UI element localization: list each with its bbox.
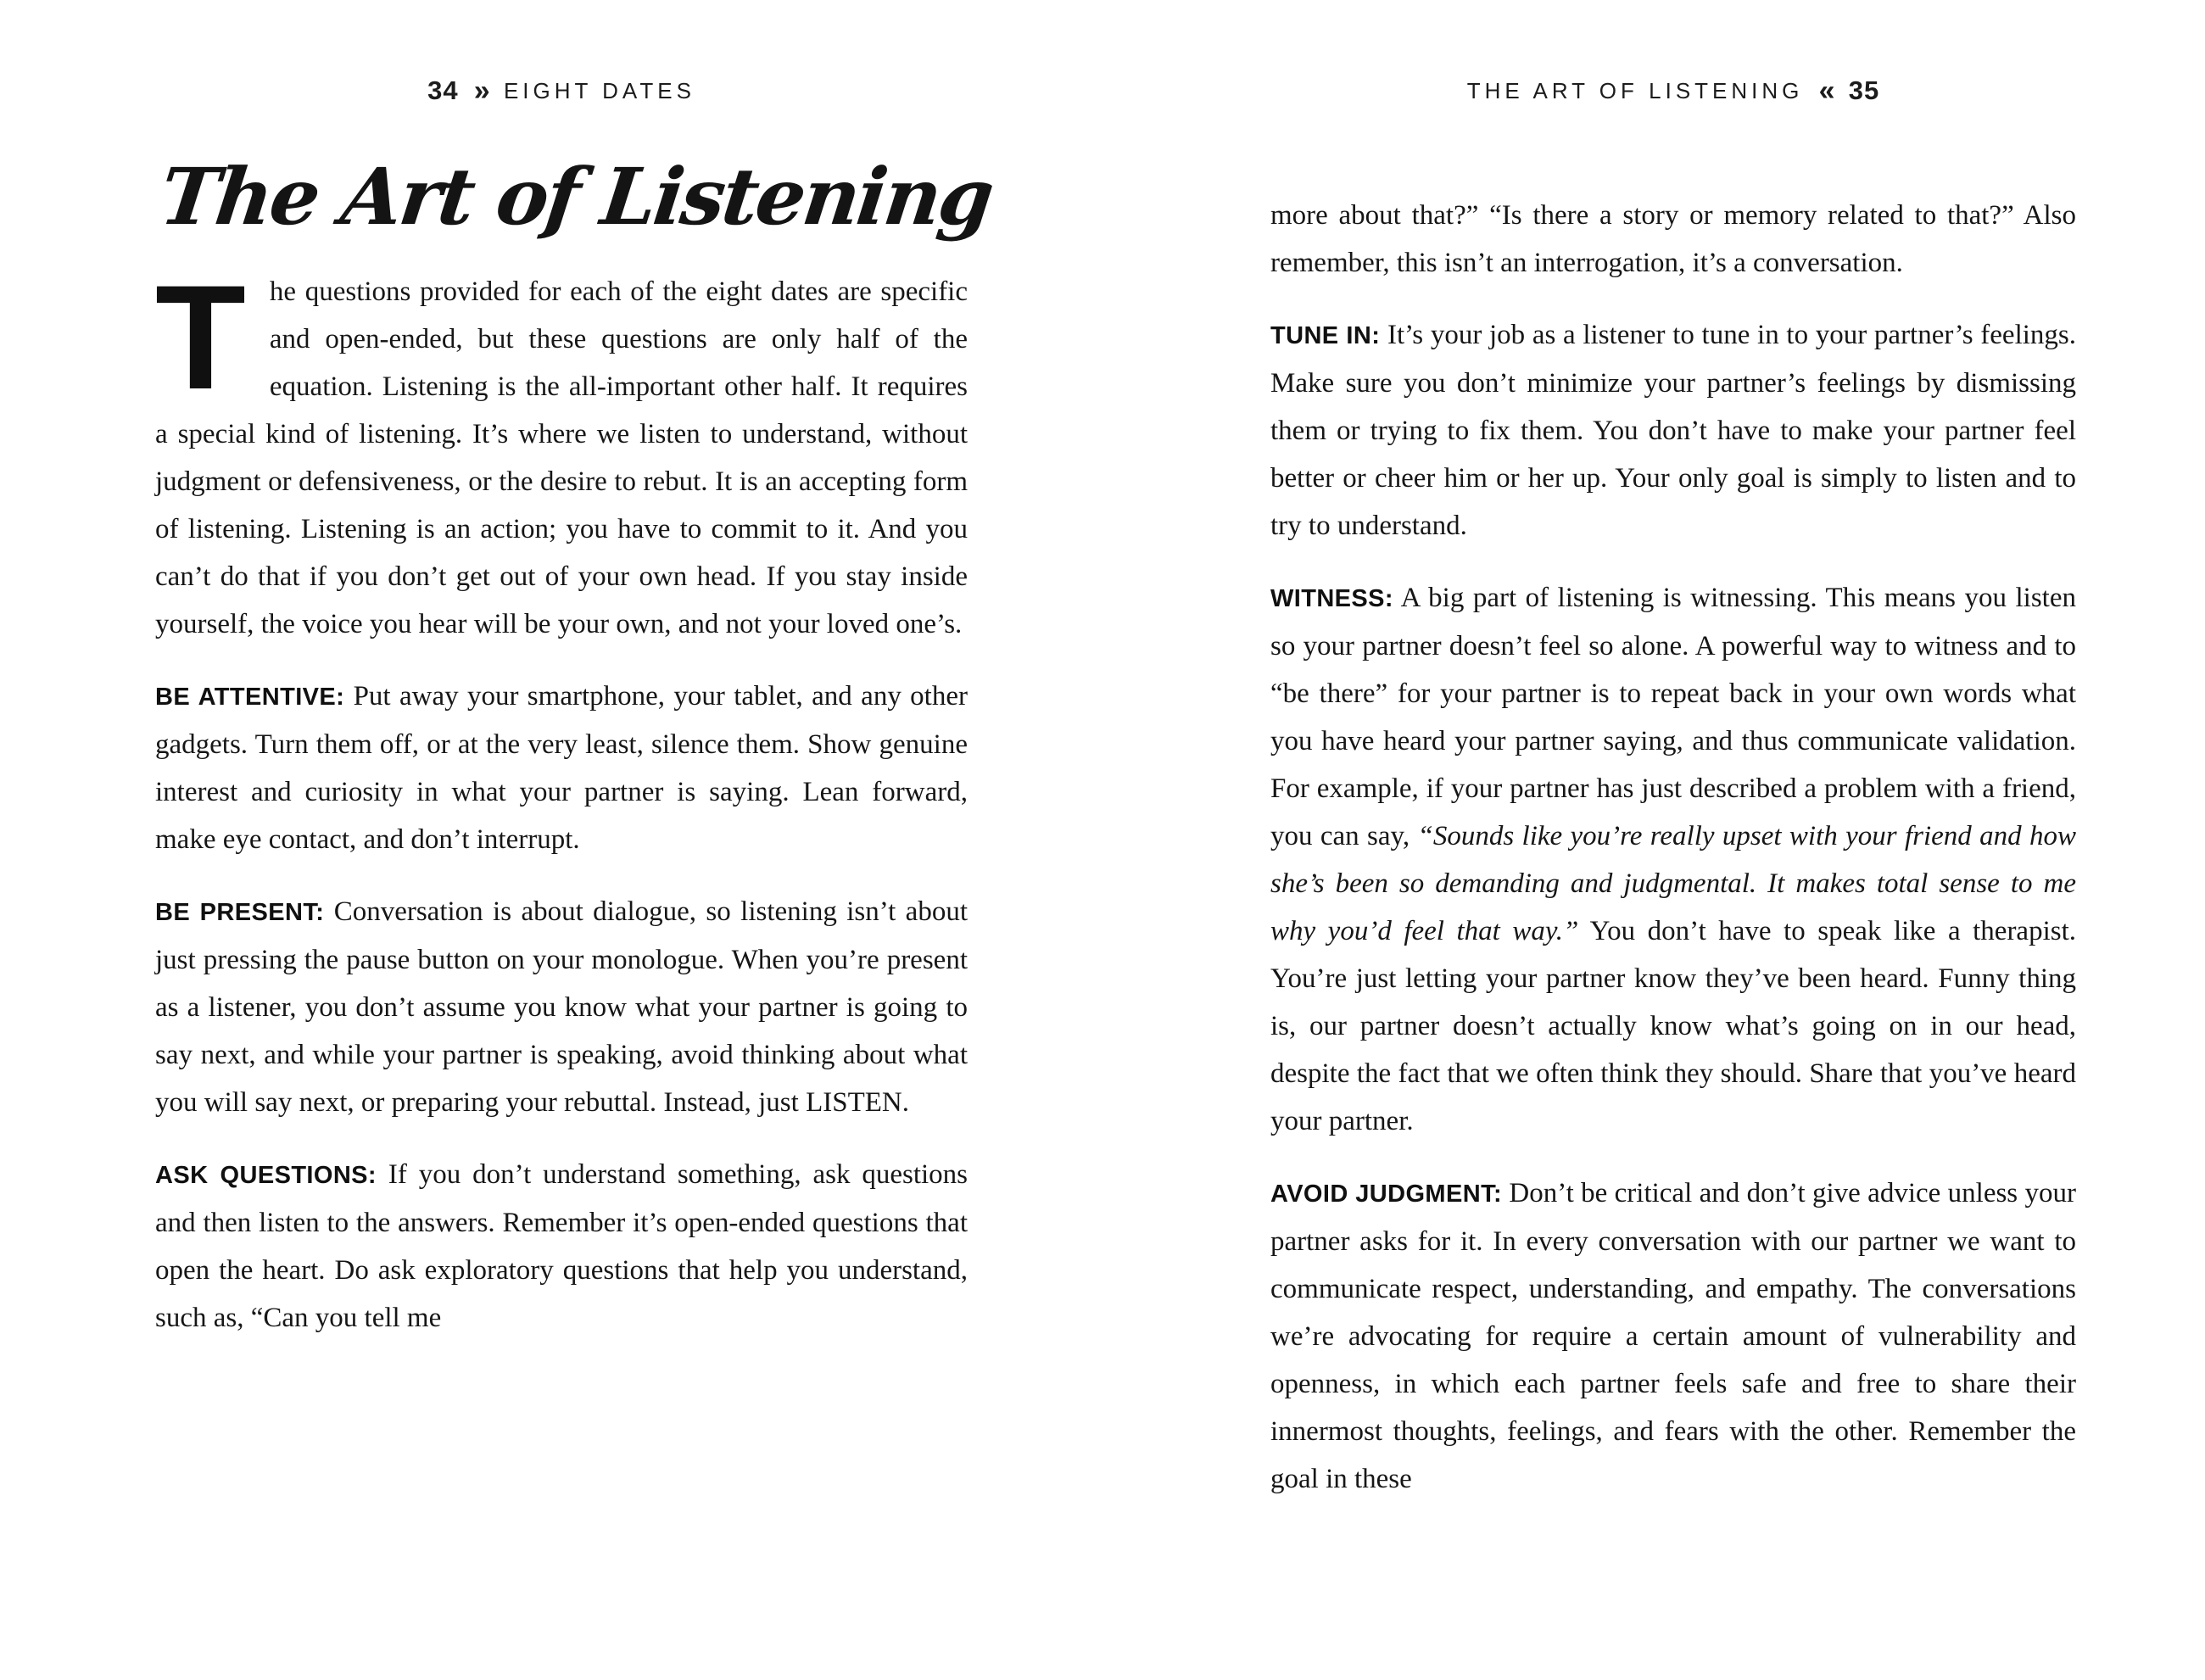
section-text: You don’t have to speak like a therapist. You’re just letting your partner know they’ve been heard. Funny thing is, our partner doesn’t actually know what’s going on in our head, despite the fact that we often think they should. Share that you’ve heard your partner. bbox=[1270, 916, 2077, 1136]
section-label: ASK QUESTIONS: bbox=[155, 1162, 377, 1189]
section-text: A big part of listening is witnessing. This means you listen so your partner doesn’t feel so alone. A powerful way to witness and to “be there” for your partner is to repeat back in your own words what you have heard your partner saying, and thus communicate validation. For example, if your partner has just described a problem with a friend, you can say, bbox=[1270, 583, 2076, 851]
section-ask-questions bbox=[155, 1151, 968, 1342]
section-label: AVOID JUDGMENT: bbox=[1270, 1180, 1503, 1208]
section-label: WITNESS: bbox=[1270, 585, 1393, 612]
section-text: Put away your smartphone, your tablet, and any other gadgets. Turn them off, or at the very least, silence them. Show genuine interest and curiosity in what your partner is saying. Lean forward, make eye contact, and don’t interrupt. bbox=[155, 681, 968, 855]
chevrons-left-icon: « bbox=[1818, 75, 1834, 107]
example-quote: “Sounds like you’re really upset with your friend and how she’s been so demanding and judgmental. It makes total sense to me why you’d feel that way.” bbox=[1270, 821, 2076, 946]
section-label: BE PRESENT: bbox=[155, 899, 325, 926]
drop-cap: T bbox=[155, 255, 246, 421]
section-tune-in bbox=[1270, 311, 2076, 550]
book-title: EIGHT DATES bbox=[503, 78, 695, 103]
left-running-head bbox=[155, 73, 968, 106]
section-label: BE ATTENTIVE: bbox=[155, 684, 345, 711]
left-page bbox=[155, 0, 997, 1680]
section-avoid-judgment bbox=[1270, 1169, 2076, 1503]
section-witness bbox=[1270, 574, 2076, 1145]
left-page-number: 34 bbox=[427, 75, 459, 105]
section-be-present bbox=[155, 888, 968, 1126]
section-text: If you don’t understand something, ask questions and then listen to the answers. Remember it’s open-ended questions that open the heart. Do ask exploratory questions that help you understand, such as, “Can you tell me bbox=[155, 1159, 969, 1333]
section-be-attentive bbox=[155, 673, 968, 863]
intro-paragraph bbox=[155, 255, 968, 648]
section-text: Don’t be critical and don’t give advice unless your partner asks for it. In every conversation with our partner we want to communicate respect, understanding, and empathy. The conversations we’re advocating for require a certain amount of vulnerability and openness, in which each partner feels safe and free to share their innermost thoughts, feelings, and fears with the other. Remember the goal in these bbox=[1270, 1178, 2076, 1494]
chevrons-right-icon: » bbox=[473, 75, 488, 107]
chapter-running-title: THE ART OF LISTENING bbox=[1466, 78, 1804, 103]
section-label: TUNE IN: bbox=[1270, 322, 1381, 349]
intro-text: he questions provided for each of the eight dates are specific and open-ended, but these questions are only half of the equation. Listening is the all-important other half. It requires a special kind of listening. It’s where we listen to understand, without judgment or defensiveness, or the desire to rebut. It is an accepting form of listening. Listening is an action; you have to commit to it. And you can’t do that if you don’t get out of your own head. If you stay inside yourself, the voice you hear will be your own, and not your loved one’s. bbox=[155, 276, 968, 639]
section-text: It’s your job as a listener to tune in to your partner’s feelings. Make sure you don’t minimize your partner’s feelings by dismissing them or trying to fix them. You don’t have to make your partner feel better or cheer him or her up. Your only goal is simply to listen and to try to understand. bbox=[1270, 320, 2076, 541]
section-text: Conversation is about dialogue, so listening isn’t about just pressing the pause button on your monologue. When you’re present as a listener, you don’t assume you know what your partner is going to say next, and while your partner is speaking, avoid thinking about what you will say next, or preparing your rebuttal. Instead, just LISTEN. bbox=[155, 896, 968, 1118]
right-page-number: 35 bbox=[1848, 75, 1880, 105]
right-running-head bbox=[1270, 73, 2076, 106]
right-page bbox=[1270, 0, 2076, 1680]
chapter-title: The Art of Listening bbox=[155, 151, 997, 243]
continuation-paragraph: more about that?” “Is there a story or memory related to that?” Also remember, this isn’t an interrogation, it’s a conversation. bbox=[1270, 200, 2076, 278]
